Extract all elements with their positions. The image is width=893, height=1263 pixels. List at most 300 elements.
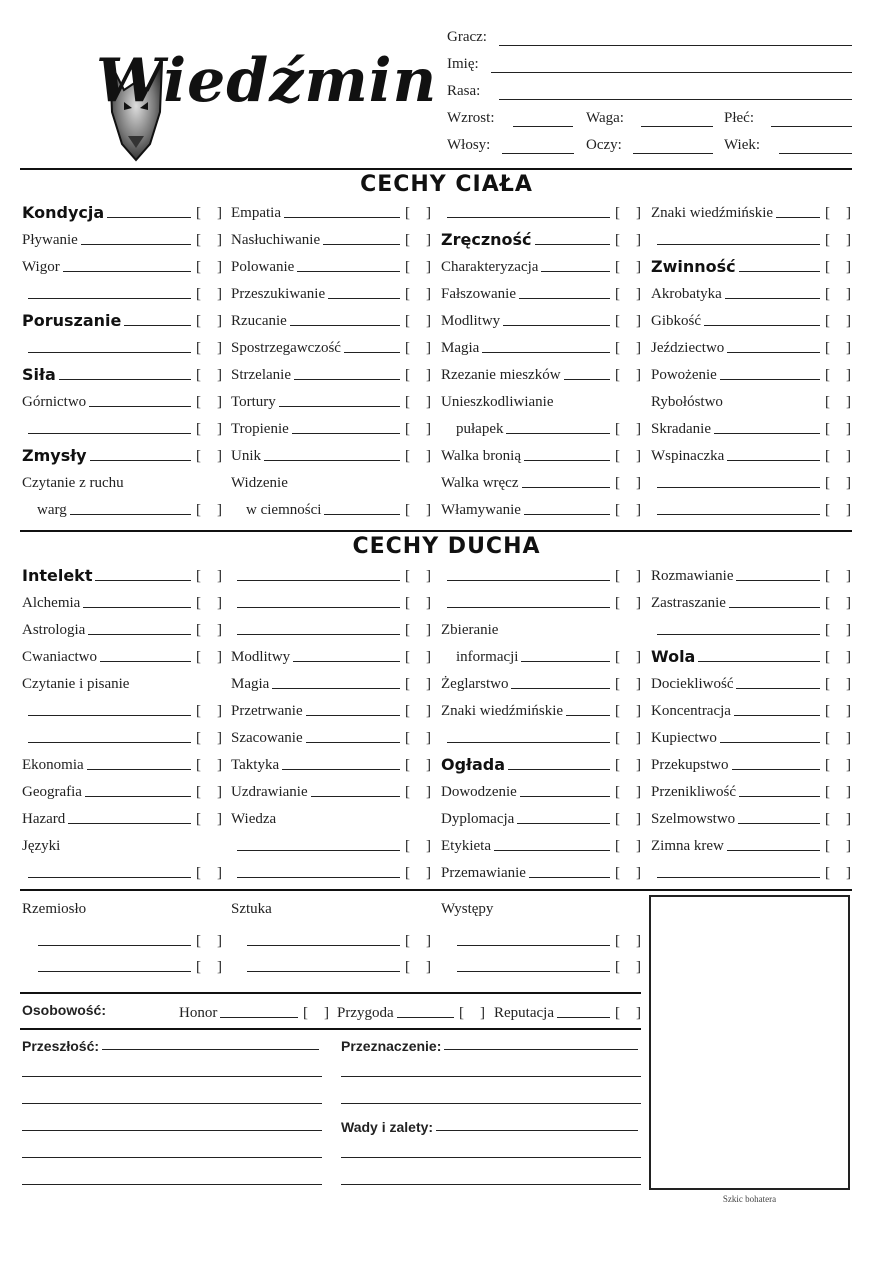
input-line[interactable] xyxy=(311,796,400,797)
input-line[interactable] xyxy=(102,1049,319,1050)
input-line[interactable] xyxy=(521,661,610,662)
skill-row[interactable] xyxy=(441,615,641,639)
checkbox[interactable]: [ ] xyxy=(196,757,222,773)
input-line[interactable] xyxy=(85,796,191,797)
input-line[interactable] xyxy=(89,406,191,407)
attribute-row[interactable] xyxy=(651,252,851,276)
checkbox[interactable]: [ ] xyxy=(825,757,851,773)
input-line[interactable] xyxy=(28,877,191,878)
checkbox[interactable]: [ ] xyxy=(615,205,641,221)
checkbox[interactable]: [ ] xyxy=(405,448,431,464)
skill-row[interactable] xyxy=(441,777,641,801)
input-line[interactable] xyxy=(323,244,400,245)
input-line[interactable] xyxy=(657,634,820,635)
checkbox[interactable]: [ ] xyxy=(825,784,851,800)
input-line[interactable] xyxy=(738,823,820,824)
input-line[interactable] xyxy=(28,742,191,743)
input-line[interactable] xyxy=(436,1130,638,1131)
checkbox[interactable]: [ ] xyxy=(405,568,431,584)
input-oczy[interactable] xyxy=(633,153,713,154)
skill-row[interactable] xyxy=(22,387,222,411)
skill-row[interactable] xyxy=(441,468,641,492)
skill-row[interactable] xyxy=(651,360,851,384)
skill-row[interactable] xyxy=(22,858,222,882)
skill-row[interactable] xyxy=(441,804,641,828)
skill-row[interactable] xyxy=(441,723,641,747)
checkbox[interactable]: [ ] xyxy=(825,448,851,464)
input-line[interactable] xyxy=(247,945,400,946)
checkbox[interactable]: [ ] xyxy=(459,1005,485,1021)
input-line[interactable] xyxy=(28,352,191,353)
attribute-row[interactable] xyxy=(441,750,641,774)
skill-row[interactable] xyxy=(651,858,851,882)
checkbox[interactable]: [ ] xyxy=(825,730,851,746)
checkbox[interactable]: [ ] xyxy=(825,367,851,383)
skill-row[interactable] xyxy=(441,252,641,276)
input-line[interactable] xyxy=(344,352,400,353)
input-line[interactable] xyxy=(776,217,820,218)
input-line[interactable] xyxy=(107,217,191,218)
skill-row[interactable] xyxy=(22,279,222,303)
input-line[interactable] xyxy=(457,945,610,946)
input-line[interactable] xyxy=(237,850,400,851)
skill-row[interactable] xyxy=(651,696,851,720)
skill-row[interactable] xyxy=(231,723,431,747)
skill-row[interactable] xyxy=(22,669,222,693)
writing-line[interactable] xyxy=(22,1157,322,1158)
field-reputacja[interactable] xyxy=(494,998,641,1022)
skill-row[interactable] xyxy=(231,225,431,249)
checkbox[interactable]: [ ] xyxy=(615,595,641,611)
skill-row[interactable] xyxy=(651,468,851,492)
checkbox[interactable]: [ ] xyxy=(615,286,641,302)
input-line[interactable] xyxy=(59,379,191,380)
skill-row[interactable] xyxy=(22,252,222,276)
input-line[interactable] xyxy=(237,607,400,608)
attribute-row[interactable] xyxy=(22,360,222,384)
checkbox[interactable]: [ ] xyxy=(405,649,431,665)
skill-row[interactable] xyxy=(22,468,222,492)
skill-row[interactable] xyxy=(651,333,851,357)
skill-row[interactable] xyxy=(441,414,641,438)
skill-row[interactable] xyxy=(651,615,851,639)
input-line[interactable] xyxy=(306,742,400,743)
input-line[interactable] xyxy=(720,379,820,380)
input-line[interactable] xyxy=(87,769,191,770)
attribute-row[interactable] xyxy=(441,225,641,249)
writing-line[interactable] xyxy=(22,1103,322,1104)
input-line[interactable] xyxy=(28,715,191,716)
input-line[interactable] xyxy=(714,433,820,434)
input-line[interactable] xyxy=(447,217,610,218)
input-line[interactable] xyxy=(81,244,191,245)
input-line[interactable] xyxy=(447,607,610,608)
input-line[interactable] xyxy=(70,514,191,515)
checkbox[interactable]: [ ] xyxy=(615,838,641,854)
input-line[interactable] xyxy=(657,877,820,878)
field-imie[interactable] xyxy=(447,56,852,78)
skill-row[interactable] xyxy=(22,414,222,438)
checkbox[interactable]: [ ] xyxy=(405,865,431,881)
input-line[interactable] xyxy=(444,1049,638,1050)
checkbox[interactable]: [ ] xyxy=(825,394,851,410)
input-line[interactable] xyxy=(447,580,610,581)
writing-line[interactable] xyxy=(22,1130,322,1131)
skill-row[interactable] xyxy=(231,360,431,384)
extra-skill-row[interactable] xyxy=(22,926,222,950)
input-line[interactable] xyxy=(397,1017,454,1018)
skill-row[interactable] xyxy=(22,804,222,828)
checkbox[interactable]: [ ] xyxy=(405,730,431,746)
input-line[interactable] xyxy=(264,460,400,461)
input-line[interactable] xyxy=(519,298,610,299)
skill-row[interactable] xyxy=(651,831,851,855)
skill-row[interactable] xyxy=(441,588,641,612)
checkbox[interactable]: [ ] xyxy=(825,811,851,827)
input-wlosy[interactable] xyxy=(502,153,574,154)
input-line[interactable] xyxy=(220,1017,298,1018)
extra-skill-row[interactable] xyxy=(22,952,222,976)
input-line[interactable] xyxy=(727,352,820,353)
extra-skill-row[interactable] xyxy=(231,952,431,976)
input-line[interactable] xyxy=(720,742,820,743)
skill-row[interactable] xyxy=(441,696,641,720)
input-line[interactable] xyxy=(247,971,400,972)
checkbox[interactable]: [ ] xyxy=(615,730,641,746)
input-line[interactable] xyxy=(541,271,610,272)
skill-row[interactable] xyxy=(651,495,851,519)
extra-skill-row[interactable] xyxy=(441,952,641,976)
checkbox[interactable]: [ ] xyxy=(196,865,222,881)
checkbox[interactable]: [ ] xyxy=(196,205,222,221)
checkbox[interactable]: [ ] xyxy=(615,367,641,383)
skill-row[interactable] xyxy=(651,588,851,612)
checkbox[interactable]: [ ] xyxy=(196,286,222,302)
skill-row[interactable] xyxy=(22,750,222,774)
checkbox[interactable]: [ ] xyxy=(196,367,222,383)
checkbox[interactable]: [ ] xyxy=(196,448,222,464)
checkbox[interactable]: [ ] xyxy=(303,1005,329,1021)
checkbox[interactable]: [ ] xyxy=(825,676,851,692)
checkbox[interactable]: [ ] xyxy=(825,259,851,275)
input-line[interactable] xyxy=(729,607,820,608)
input-plec[interactable] xyxy=(771,126,852,127)
skill-row[interactable] xyxy=(22,495,222,519)
checkbox[interactable]: [ ] xyxy=(615,959,641,975)
input-line[interactable] xyxy=(522,487,611,488)
skill-row[interactable] xyxy=(22,696,222,720)
input-line[interactable] xyxy=(732,769,821,770)
skill-row[interactable] xyxy=(231,414,431,438)
skill-row[interactable] xyxy=(651,414,851,438)
input-line[interactable] xyxy=(727,850,820,851)
input-line[interactable] xyxy=(63,271,191,272)
checkbox[interactable]: [ ] xyxy=(615,502,641,518)
skill-row[interactable] xyxy=(231,468,431,492)
input-line[interactable] xyxy=(95,580,191,581)
checkbox[interactable]: [ ] xyxy=(825,595,851,611)
skill-row[interactable] xyxy=(651,441,851,465)
input-wzrost[interactable] xyxy=(513,126,573,127)
field-przygoda[interactable] xyxy=(337,998,485,1022)
input-line[interactable] xyxy=(736,688,820,689)
checkbox[interactable]: [ ] xyxy=(825,838,851,854)
attribute-row[interactable] xyxy=(22,561,222,585)
skill-row[interactable] xyxy=(231,441,431,465)
input-line[interactable] xyxy=(306,715,400,716)
skill-row[interactable] xyxy=(231,696,431,720)
skill-row[interactable] xyxy=(651,723,851,747)
input-line[interactable] xyxy=(736,580,820,581)
input-line[interactable] xyxy=(529,877,610,878)
checkbox[interactable]: [ ] xyxy=(405,933,431,949)
input-line[interactable] xyxy=(272,688,400,689)
extra-skill-row[interactable] xyxy=(231,926,431,950)
input-line[interactable] xyxy=(279,406,400,407)
input-line[interactable] xyxy=(566,715,610,716)
input-line[interactable] xyxy=(294,379,400,380)
skill-row[interactable] xyxy=(22,588,222,612)
checkbox[interactable]: [ ] xyxy=(196,784,222,800)
field-przeszlosc[interactable] xyxy=(22,1030,322,1054)
skill-row[interactable] xyxy=(231,858,431,882)
input-line[interactable] xyxy=(100,661,191,662)
field-honor[interactable] xyxy=(179,998,329,1022)
checkbox[interactable]: [ ] xyxy=(405,205,431,221)
input-line[interactable] xyxy=(734,715,820,716)
checkbox[interactable]: [ ] xyxy=(196,502,222,518)
checkbox[interactable]: [ ] xyxy=(196,394,222,410)
skill-row[interactable] xyxy=(231,495,431,519)
skill-row[interactable] xyxy=(441,198,641,222)
input-line[interactable] xyxy=(739,271,820,272)
checkbox[interactable]: [ ] xyxy=(196,933,222,949)
writing-line[interactable] xyxy=(22,1076,322,1077)
input-line[interactable] xyxy=(657,514,820,515)
skill-row[interactable] xyxy=(231,333,431,357)
input-line[interactable] xyxy=(698,661,820,662)
skill-row[interactable] xyxy=(651,804,851,828)
input-waga[interactable] xyxy=(641,126,713,127)
checkbox[interactable]: [ ] xyxy=(405,340,431,356)
skill-row[interactable] xyxy=(651,198,851,222)
checkbox[interactable]: [ ] xyxy=(615,865,641,881)
checkbox[interactable]: [ ] xyxy=(196,703,222,719)
input-line[interactable] xyxy=(28,298,191,299)
input-line[interactable] xyxy=(657,487,820,488)
input-line[interactable] xyxy=(237,634,400,635)
checkbox[interactable]: [ ] xyxy=(825,313,851,329)
checkbox[interactable]: [ ] xyxy=(405,259,431,275)
checkbox[interactable]: [ ] xyxy=(405,367,431,383)
checkbox[interactable]: [ ] xyxy=(825,421,851,437)
skill-row[interactable] xyxy=(441,495,641,519)
sketch-box[interactable] xyxy=(649,895,850,1190)
checkbox[interactable]: [ ] xyxy=(825,205,851,221)
checkbox[interactable]: [ ] xyxy=(615,784,641,800)
field-gracz[interactable] xyxy=(447,29,852,51)
skill-row[interactable] xyxy=(651,225,851,249)
input-line[interactable] xyxy=(524,460,610,461)
skill-row[interactable] xyxy=(231,831,431,855)
skill-row[interactable] xyxy=(231,804,431,828)
checkbox[interactable]: [ ] xyxy=(615,649,641,665)
skill-row[interactable] xyxy=(651,777,851,801)
skill-row[interactable] xyxy=(231,561,431,585)
skill-row[interactable] xyxy=(441,441,641,465)
skill-row[interactable] xyxy=(231,777,431,801)
skill-row[interactable] xyxy=(22,615,222,639)
checkbox[interactable]: [ ] xyxy=(825,649,851,665)
checkbox[interactable]: [ ] xyxy=(405,622,431,638)
checkbox[interactable]: [ ] xyxy=(405,959,431,975)
checkbox[interactable]: [ ] xyxy=(196,622,222,638)
checkbox[interactable]: [ ] xyxy=(405,784,431,800)
checkbox[interactable]: [ ] xyxy=(615,757,641,773)
checkbox[interactable]: [ ] xyxy=(405,838,431,854)
input-line[interactable] xyxy=(564,379,610,380)
input-line[interactable] xyxy=(237,580,400,581)
skill-row[interactable] xyxy=(651,387,851,411)
skill-row[interactable] xyxy=(441,387,641,411)
input-line[interactable] xyxy=(725,298,820,299)
input-line[interactable] xyxy=(535,244,610,245)
skill-row[interactable] xyxy=(231,669,431,693)
input-line[interactable] xyxy=(88,634,191,635)
checkbox[interactable]: [ ] xyxy=(196,730,222,746)
checkbox[interactable]: [ ] xyxy=(405,502,431,518)
input-line[interactable] xyxy=(124,325,191,326)
skill-row[interactable] xyxy=(441,279,641,303)
attribute-row[interactable] xyxy=(651,642,851,666)
skill-row[interactable] xyxy=(22,642,222,666)
checkbox[interactable]: [ ] xyxy=(405,313,431,329)
checkbox[interactable]: [ ] xyxy=(405,595,431,611)
input-line[interactable] xyxy=(511,688,610,689)
checkbox[interactable]: [ ] xyxy=(405,286,431,302)
input-line[interactable] xyxy=(447,742,610,743)
checkbox[interactable]: [ ] xyxy=(405,703,431,719)
checkbox[interactable]: [ ] xyxy=(405,232,431,248)
skill-row[interactable] xyxy=(441,306,641,330)
skill-row[interactable] xyxy=(231,642,431,666)
input-line[interactable] xyxy=(557,1017,610,1018)
checkbox[interactable]: [ ] xyxy=(405,757,431,773)
input-line[interactable] xyxy=(704,325,820,326)
input-line[interactable] xyxy=(494,850,610,851)
checkbox[interactable]: [ ] xyxy=(825,286,851,302)
input-line[interactable] xyxy=(739,796,820,797)
skill-row[interactable] xyxy=(441,858,641,882)
checkbox[interactable]: [ ] xyxy=(196,313,222,329)
input-line[interactable] xyxy=(282,769,400,770)
extra-skill-row[interactable] xyxy=(441,926,641,950)
input-line[interactable] xyxy=(508,769,610,770)
checkbox[interactable]: [ ] xyxy=(196,259,222,275)
input-line[interactable] xyxy=(68,823,191,824)
input-line[interactable] xyxy=(297,271,400,272)
skill-row[interactable] xyxy=(22,723,222,747)
checkbox[interactable]: [ ] xyxy=(825,865,851,881)
checkbox[interactable]: [ ] xyxy=(615,421,641,437)
skill-row[interactable] xyxy=(231,279,431,303)
writing-line[interactable] xyxy=(341,1157,641,1158)
checkbox[interactable]: [ ] xyxy=(825,622,851,638)
checkbox[interactable]: [ ] xyxy=(615,313,641,329)
writing-line[interactable] xyxy=(341,1076,641,1077)
skill-row[interactable] xyxy=(22,777,222,801)
skill-row[interactable] xyxy=(651,561,851,585)
input-line[interactable] xyxy=(457,971,610,972)
input-line[interactable] xyxy=(524,514,610,515)
input-line[interactable] xyxy=(324,514,400,515)
input-line[interactable] xyxy=(293,661,400,662)
skill-row[interactable] xyxy=(22,225,222,249)
checkbox[interactable]: [ ] xyxy=(405,676,431,692)
checkbox[interactable]: [ ] xyxy=(196,595,222,611)
input-line[interactable] xyxy=(28,433,191,434)
input-line[interactable] xyxy=(284,217,400,218)
skill-row[interactable] xyxy=(651,669,851,693)
input-line[interactable] xyxy=(517,823,610,824)
checkbox[interactable]: [ ] xyxy=(615,811,641,827)
input-line[interactable] xyxy=(520,796,610,797)
skill-row[interactable] xyxy=(441,669,641,693)
skill-row[interactable] xyxy=(441,642,641,666)
skill-row[interactable] xyxy=(441,360,641,384)
checkbox[interactable]: [ ] xyxy=(405,421,431,437)
checkbox[interactable]: [ ] xyxy=(196,232,222,248)
skill-row[interactable] xyxy=(231,615,431,639)
checkbox[interactable]: [ ] xyxy=(825,340,851,356)
input-line[interactable] xyxy=(506,433,610,434)
input-line[interactable] xyxy=(90,460,191,461)
input-line[interactable] xyxy=(237,877,400,878)
checkbox[interactable]: [ ] xyxy=(825,502,851,518)
skill-row[interactable] xyxy=(441,333,641,357)
skill-row[interactable] xyxy=(441,831,641,855)
checkbox[interactable]: [ ] xyxy=(615,1005,641,1021)
attribute-row[interactable] xyxy=(22,198,222,222)
checkbox[interactable]: [ ] xyxy=(196,421,222,437)
checkbox[interactable]: [ ] xyxy=(615,703,641,719)
checkbox[interactable]: [ ] xyxy=(615,475,641,491)
checkbox[interactable]: [ ] xyxy=(405,394,431,410)
checkbox[interactable]: [ ] xyxy=(825,703,851,719)
checkbox[interactable]: [ ] xyxy=(196,568,222,584)
skill-row[interactable] xyxy=(651,306,851,330)
input-line[interactable] xyxy=(83,607,191,608)
skill-row[interactable] xyxy=(651,279,851,303)
checkbox[interactable]: [ ] xyxy=(825,232,851,248)
writing-line[interactable] xyxy=(341,1103,641,1104)
writing-line[interactable] xyxy=(341,1184,641,1185)
checkbox[interactable]: [ ] xyxy=(196,649,222,665)
skill-row[interactable] xyxy=(231,387,431,411)
field-przeznaczenie[interactable] xyxy=(341,1030,641,1054)
checkbox[interactable]: [ ] xyxy=(825,568,851,584)
checkbox[interactable]: [ ] xyxy=(196,340,222,356)
checkbox[interactable]: [ ] xyxy=(196,811,222,827)
skill-row[interactable] xyxy=(231,198,431,222)
skill-row[interactable] xyxy=(231,306,431,330)
skill-row[interactable] xyxy=(231,252,431,276)
skill-row[interactable] xyxy=(231,588,431,612)
skill-row[interactable] xyxy=(22,831,222,855)
input-line[interactable] xyxy=(328,298,400,299)
checkbox[interactable]: [ ] xyxy=(196,959,222,975)
field-rasa[interactable] xyxy=(447,83,852,105)
